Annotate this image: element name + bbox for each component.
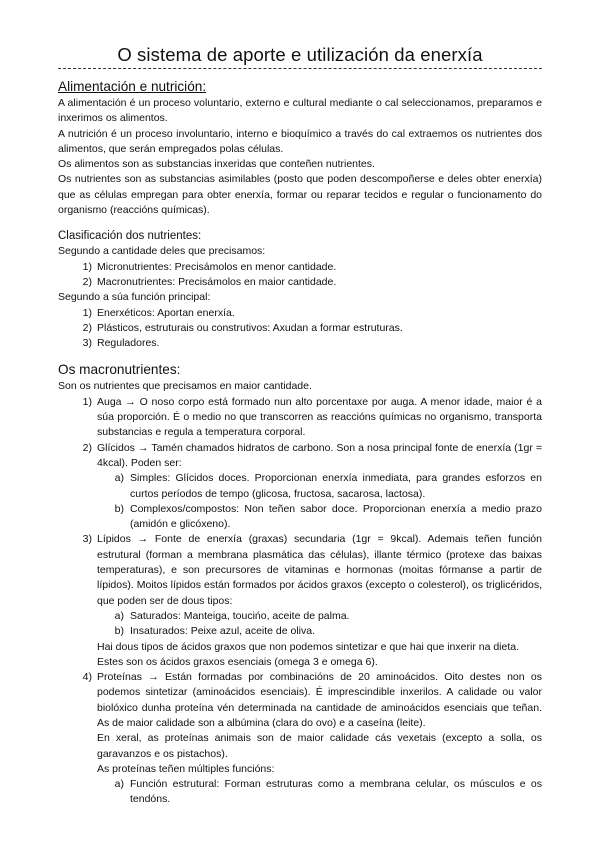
sub-list-item xyxy=(58,624,542,639)
sub-list-text: Simples: Glícidos doces. Proporcionan enerxía inmediata, para grandes esforzos en curtos períodos de tempo (glicosa, fructosa, sacarosa, lactosa). xyxy=(130,472,542,500)
paragraph-macronutrientes-intro: Son os nutrientes que precisamos en maior cantidade. xyxy=(58,380,312,393)
list-item xyxy=(58,306,542,321)
list-intro-funcion: Segundo a súa función principal: xyxy=(58,291,211,304)
list-number: 2) xyxy=(82,275,92,288)
document-body xyxy=(58,78,542,808)
list-item xyxy=(58,260,542,275)
page-title: O sistema de aporte e utilización da enerxía xyxy=(117,44,483,65)
sub-list-letter: a) xyxy=(114,472,124,485)
list-item xyxy=(58,336,542,351)
sub-list-letter: b) xyxy=(114,502,124,515)
sub-list-item xyxy=(58,777,542,808)
list-text: Lípidos → Fonte de enerxía (graxas) secundaria (1gr = 9kcal). Ademais teñen función estrutural (forman a membrana plasmática das células), illante térmico (protexe das baixas temperaturas), e son precursores de vitaminas e hormonas (moitas fórmanse a partir de lípidos). Moitos lípidos están formados por ácidos graxos (excepto o colesterol), os triglicéridos, que poden ser de dous tipos: xyxy=(97,533,542,607)
list-item xyxy=(58,275,542,290)
paragraph-nutricion: A nutrición é un proceso involuntario, interno e bioquímico a través do cal extraemos os nutrientes dos alimentos, que serán empregados polas células. xyxy=(58,127,542,155)
list-number: 4) xyxy=(82,671,92,684)
list-text: Micronutrientes: Precisámolos en menor cantidade. xyxy=(97,260,337,273)
list-text: Macronutrientes: Precisámolos en maior cantidade. xyxy=(97,275,337,288)
list-number: 1) xyxy=(82,395,92,408)
list-number: 3) xyxy=(82,533,92,546)
list-item-glicidos xyxy=(58,441,542,472)
sub-list-text: Insaturados: Peixe azul, aceite de oliva. xyxy=(130,625,316,638)
paragraph-nutrientes: Os nutrientes son as substancias asimilables (posto que poden descompoñerse e deles obter enerxía) que as células empregan para obter enerxía, formar ou reparar tecidos e regular o funcionamento do organismo (reaccións químicas). xyxy=(58,173,542,217)
list-item xyxy=(58,321,542,336)
paragraph-alimentos: Os alimentos son as substancias inxeridas que conteñen nutrientes. xyxy=(58,158,375,171)
sub-list-item xyxy=(58,609,542,624)
list-number: 2) xyxy=(82,321,92,334)
list-number: 1) xyxy=(82,306,92,319)
list-text: Reguladores. xyxy=(97,337,160,350)
sub-list-text: Complexos/compostos: Non teñen sabor doce. Proporcionan enerxía a medio prazo (amidón e glicóxeno). xyxy=(130,502,542,531)
paragraph-proteinas-funcions: As proteínas teñen múltiples funcións: xyxy=(97,762,275,775)
paragraph-acidos-graxos: Hai dous tipos de ácidos graxos que non podemos sintetizar e que hai que inxerir na dieta. Estes son os ácidos graxos esenciais (omega 3 e omega 6). xyxy=(97,640,520,668)
list-text: Proteínas → Están formadas por combinacións de 20 aminoácidos. Oito destes non os podemos sintetizar (aminoácidos esenciais). É imprescindible inxerilos. A calidade ou valor biolóxico dunha proteína vén determinada na cantidade de aminoácidos esenciais que teñan. As de maior calidade son a albúmina (clara do ovo) e a caseína (leite). xyxy=(97,671,542,729)
section-heading-macronutrientes: Os macronutrientes: xyxy=(58,362,181,378)
sub-list-letter: b) xyxy=(114,625,124,638)
dashed-divider xyxy=(58,68,542,69)
list-item-proteinas xyxy=(58,670,542,731)
list-number: 1) xyxy=(82,260,92,273)
list-text: Enerxéticos: Aportan enerxía. xyxy=(97,306,235,319)
list-text: Auga → O noso corpo está formado nun alto porcentaxe por auga. A menor idade, maior é a súa proporción. É o medio no que transcorren as reaccións químicas no organismo, transporta substancias e regula a temperatura corporal. xyxy=(97,395,542,439)
section-heading-clasificacion: Clasificación dos nutrientes: xyxy=(58,230,202,243)
section-heading-alimentacion: Alimentación e nutrición: xyxy=(58,79,207,94)
sub-list-item xyxy=(58,471,542,502)
sub-list-item xyxy=(58,502,542,533)
list-intro-cantidade: Segundo a cantidade deles que precisamos: xyxy=(58,245,266,258)
list-number: 3) xyxy=(82,337,92,350)
sub-list-text: Saturados: Manteiga, toucińo, aceite de palma. xyxy=(130,609,350,622)
sub-list-letter: a) xyxy=(114,609,124,622)
list-text: Glícidos → Tamén chamados hidratos de carbono. Son a nosa principal fonte de enerxía (1gr = 4kcal). Poden ser: xyxy=(97,441,542,469)
list-item-auga xyxy=(58,395,542,441)
paragraph-proteinas-calidade: En xeral, as proteínas animais son de maior calidade cás vexetais (excepto a solla, os garavanzos e os pistachos). xyxy=(97,732,542,760)
sub-list-text: Función estrutural: Forman estruturas como a membrana celular, os músculos e os tendóns. xyxy=(130,778,542,806)
paragraph-alimentacion: A alimentación é un proceso voluntario, externo e cultural mediante o cal seleccionamos, preparamos e inxerimos os alimentos. xyxy=(58,97,542,125)
sub-list-letter: a) xyxy=(114,778,124,791)
list-item-lipidos xyxy=(58,532,542,608)
list-number: 2) xyxy=(82,441,92,454)
list-text: Plásticos, estruturais ou construtivos: Axudan a formar estruturas. xyxy=(97,321,403,334)
